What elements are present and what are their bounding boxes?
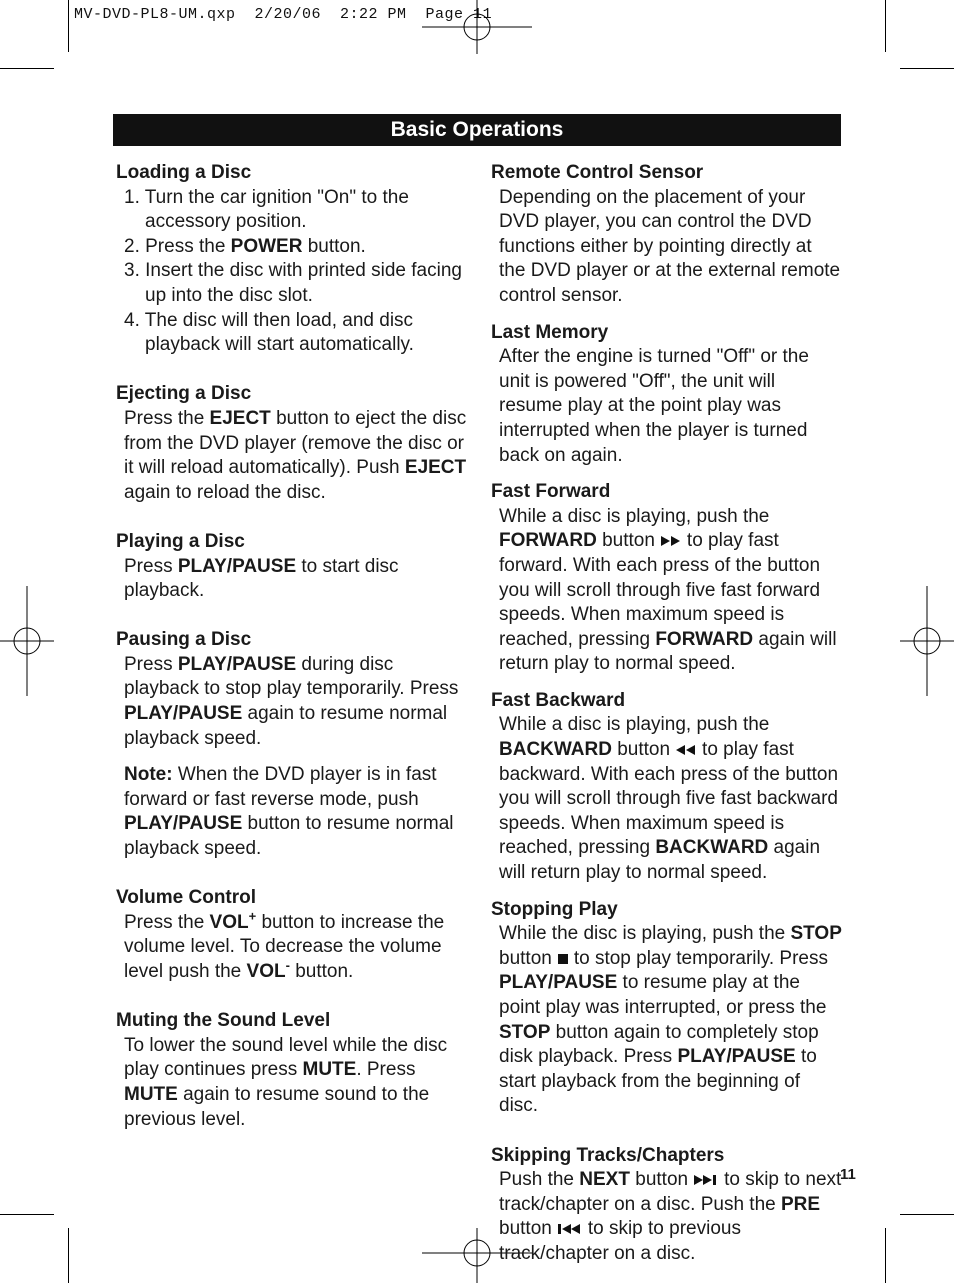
next-track-icon — [694, 1175, 718, 1185]
memory-heading: Last Memory — [491, 321, 609, 343]
previous-track-icon — [558, 1224, 582, 1234]
stop-section — [491, 898, 843, 1119]
loading-step-4: 4. The disc will then load, and disc playback will start automatically. — [124, 309, 414, 356]
volume-text: Press the VOL+ button to increase the volume level. To decrease the volume level push the VOL- button. — [124, 908, 445, 982]
stop-heading: Stopping Play — [491, 898, 618, 920]
crop-mark — [68, 1228, 69, 1283]
loading-heading: Loading a Disc — [116, 162, 252, 183]
ejecting-text: Press the EJECT button to eject the disc from the DVD player (remove the disc or it will reload automatically). Push EJECT again to reload the disc. — [124, 407, 467, 503]
muting-heading: Muting the Sound Level — [116, 1010, 331, 1032]
ejecting-heading: Ejecting a Disc — [116, 383, 252, 405]
section-title: Basic Operations — [113, 114, 841, 146]
playing-text: Press PLAY/PAUSE to start disc playback. — [124, 555, 399, 602]
skip-text: Push the NEXT button to skip to next track/chapter on a disc. Push the PRE button to skip to previous track/chapter on a disc. — [499, 1169, 842, 1264]
right-column — [491, 161, 843, 1267]
registration-mark-left — [0, 586, 54, 696]
crop-mark — [0, 68, 54, 69]
playing-heading: Playing a Disc — [116, 530, 245, 552]
ff-heading: Fast Forward — [491, 481, 611, 503]
registration-mark-top — [422, 0, 532, 54]
stop-icon — [558, 954, 568, 964]
remote-section — [491, 161, 843, 309]
ff-text: While a disc is playing, push the FORWARD button to play fast forward. With each press of the button you will scroll through five fast forward speeds. When maximum speed is reached, pressing FORWARD again will return play to normal speed. — [499, 505, 837, 675]
loading-step-2: 2. Press the POWER button. — [124, 235, 366, 257]
loading-step-3: 3. Insert the disc with printed side facing up into the disc slot. — [124, 260, 462, 306]
crop-mark — [900, 1214, 954, 1215]
ejecting-section — [116, 382, 468, 505]
skip-section — [491, 1144, 843, 1267]
crop-mark — [68, 0, 69, 52]
pausing-text: Press PLAY/PAUSE during disc playback to stop play temporarily. Press PLAY/PAUSE again to resume normal playback speed. — [124, 653, 459, 749]
muting-section — [116, 1009, 468, 1132]
pausing-heading: Pausing a Disc — [116, 629, 252, 651]
memory-text: After the engine is turned "Off" or the unit is powered "Off", the unit will resume play at the point play was interrupted when the player is turned back on again. — [499, 346, 809, 466]
volume-section — [116, 886, 468, 984]
crop-mark — [900, 68, 954, 69]
fb-text: While a disc is playing, push the BACKWARD button to play fast backward. With each press of the button you will scroll through five fast backward speeds. When maximum speed is reached, pressing BACKWARD again will return play to normal speed. — [499, 714, 839, 884]
loading-step-1: 1. Turn the car ignition "On" to the accessory position. — [124, 186, 409, 233]
registration-mark-right — [900, 586, 954, 696]
left-column — [116, 161, 468, 1132]
file-slug: MV-DVD-PL8-UM.qxp 2/20/06 2:22 PM Page 11 — [74, 6, 493, 23]
page-number: 11 — [840, 1166, 856, 1183]
playing-section — [116, 530, 468, 604]
crop-mark — [885, 1228, 886, 1283]
pausing-note: Note: When the DVD player is in fast forward or fast reverse mode, push PLAY/PAUSE button to resume normal playback speed. — [124, 764, 454, 860]
fast-forward-icon — [661, 536, 681, 546]
crop-mark — [0, 1214, 54, 1215]
ff-section — [491, 480, 843, 677]
fb-section — [491, 689, 843, 886]
fb-heading: Fast Backward — [491, 689, 626, 711]
loading-section — [116, 161, 468, 358]
pausing-section — [116, 628, 468, 861]
volume-heading: Volume Control — [116, 887, 257, 909]
memory-section — [491, 321, 843, 469]
fast-backward-icon — [676, 745, 696, 755]
muting-text: To lower the sound level while the disc play continues press MUTE. Press MUTE again to resume sound to the previous level. — [124, 1034, 448, 1130]
remote-text: Depending on the placement of your DVD player, you can control the DVD functions either by pointing directly at the DVD player or at the external remote control sensor. — [499, 186, 841, 306]
crop-mark — [885, 0, 886, 52]
loading-steps — [116, 186, 468, 358]
skip-heading: Skipping Tracks/Chapters — [491, 1144, 725, 1166]
remote-heading: Remote Control Sensor — [491, 162, 704, 183]
stop-text: While the disc is playing, push the STOP button to stop play temporarily. Press PLAY/PAUSE to resume play at the point play was interrupted, or press the STOP button again to completely stop disk playback. Press PLAY/PAUSE to start playback from the beginning of disc. — [499, 923, 842, 1117]
